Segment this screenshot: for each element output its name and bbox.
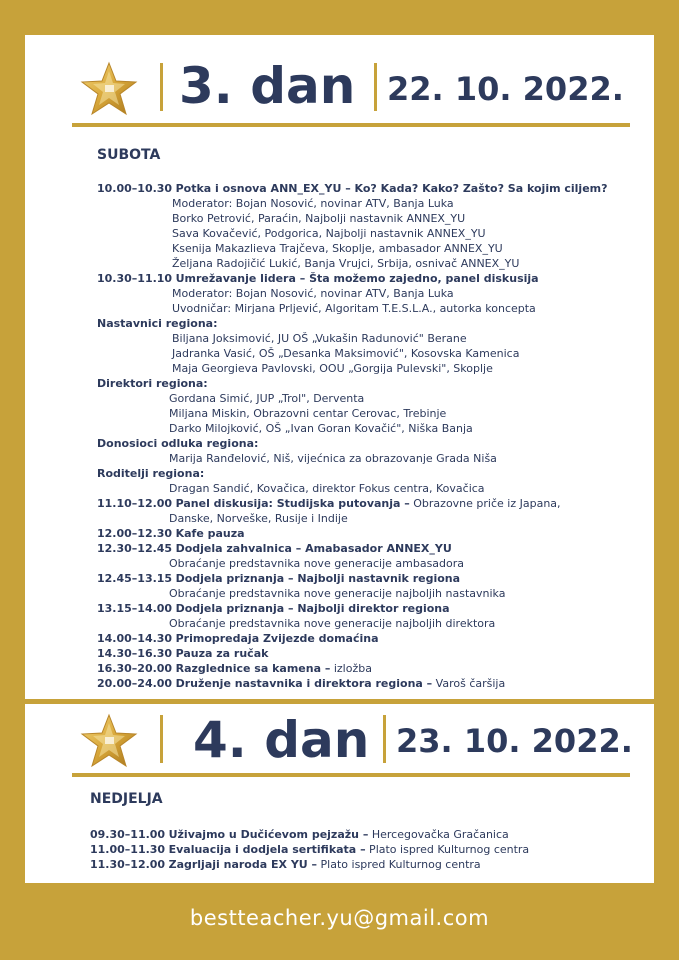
schedule-detail: Varoš čaršija [432, 677, 506, 690]
schedule-detail: Moderator: Bojan Nosović, novinar ATV, Banja Luka [172, 197, 454, 210]
divider-bar [160, 63, 163, 111]
schedule-title: Dodjela zahvalnica – Amabasador ANNEX_YU [175, 542, 452, 555]
schedule-title: Druženje nastavnika i direktora regiona – [175, 677, 433, 690]
schedule-title: Dodjela priznanja – Najbolji direktor regiona [175, 602, 450, 615]
schedule-row [97, 646, 637, 661]
schedule-detail: izložba [330, 662, 372, 675]
day4-date: 23. 10. 2022. [396, 722, 633, 760]
schedule-row [97, 421, 637, 436]
schedule-row [97, 496, 637, 511]
schedule-row [97, 466, 637, 481]
schedule-row [97, 511, 637, 526]
schedule-time: 14.30–16.30 [97, 647, 173, 660]
day4-header [25, 707, 654, 777]
schedule-row [97, 286, 637, 301]
schedule-detail: Obraćanje predstavnika nove generacije najboljih nastavnika [169, 587, 506, 600]
schedule-row [97, 406, 637, 421]
schedule-time: 13.15–14.00 [97, 602, 173, 615]
schedule-row [97, 256, 637, 271]
schedule-row [97, 661, 637, 676]
schedule-detail: Gordana Simić, JUP „Trol", Derventa [169, 392, 365, 405]
schedule-time: 11.10–12.00 [97, 497, 173, 510]
schedule-detail: Biljana Joksimović, JU OŠ „Vukašin Radunović" Berane [172, 332, 467, 345]
schedule-detail: Ksenija Makazlieva Trajčeva, Skoplje, ambasador ANNEX_YU [172, 242, 503, 255]
schedule-row [97, 631, 637, 646]
schedule-time: 10.30–11.10 [97, 272, 173, 285]
schedule-detail: Moderator: Bojan Nosović, novinar ATV, Banja Luka [172, 287, 454, 300]
schedule-detail: Plato ispred Kulturnog centra [365, 843, 530, 856]
schedule-title: Donosioci odluka regiona: [97, 437, 259, 450]
schedule-time: 20.00–24.00 [97, 677, 173, 690]
schedule-row [97, 331, 637, 346]
day4-top-rule [25, 699, 654, 704]
schedule-detail: Obraćanje predstavnika nove generacije ambasadora [169, 557, 465, 570]
day3-date: 22. 10. 2022. [387, 70, 624, 108]
schedule-time: 12.00–12.30 [97, 527, 173, 540]
schedule-row [97, 676, 637, 691]
schedule-title: Umrežavanje lidera – Šta možemo zajedno, panel diskusija [175, 272, 539, 285]
schedule-row [97, 601, 637, 616]
schedule-row [97, 391, 637, 406]
schedule-detail: Miljana Miskin, Obrazovni centar Cerovac, Trebinje [169, 407, 447, 420]
schedule-title: Primopredaja Zvijezde domaćina [175, 632, 379, 645]
schedule-title: Evaluacija i dodjela sertifikata – [168, 843, 366, 856]
schedule-row [97, 616, 637, 631]
schedule-row [97, 586, 637, 601]
day3-header [25, 57, 654, 127]
schedule-row [90, 827, 630, 842]
schedule-row [97, 481, 637, 496]
schedule-detail: Borko Petrović, Paraćin, Najbolji nastavnik ANNEX_YU [172, 212, 466, 225]
schedule-row [97, 271, 637, 286]
schedule-row [97, 301, 637, 316]
day3-title: 3. dan [179, 57, 356, 115]
schedule-row [97, 571, 637, 586]
divider-bar [160, 715, 163, 763]
schedule-detail: Obrazovne priče iz Japana, [409, 497, 561, 510]
schedule-title: Direktori regiona: [97, 377, 208, 390]
schedule-row [97, 556, 637, 571]
schedule-time: 09.30–11.00 [90, 828, 166, 841]
schedule-detail: Uvodničar: Mirjana Prljević, Algoritam T.E.S.L.A., autorka koncepta [172, 302, 536, 315]
schedule-time: 14.00–14.30 [97, 632, 173, 645]
day4-title: 4. dan [193, 711, 370, 769]
schedule-detail: Željana Radojičić Lukić, Banja Vrujci, Srbija, osnivač ANNEX_YU [172, 257, 520, 270]
schedule-title: Potka i osnova ANN_EX_YU – Ko? Kada? Kako? Zašto? Sa kojim ciljem? [175, 182, 608, 195]
schedule-row [90, 857, 630, 872]
schedule-time: 11.00–11.30 [90, 843, 166, 856]
schedule-row [97, 376, 637, 391]
schedule-title: Pauza za ručak [175, 647, 269, 660]
schedule-time: 12.45–13.15 [97, 572, 173, 585]
schedule-detail: Darko Milojković, OŠ „Ivan Goran Kovačić", Niška Banja [169, 422, 473, 435]
schedule-time: 11.30–12.00 [90, 858, 166, 871]
day3-weekday: SUBOTA [97, 147, 161, 163]
schedule-row [97, 226, 637, 241]
schedule-title: Nastavnici regiona: [97, 317, 218, 330]
day3-schedule [97, 181, 637, 691]
divider-bar [374, 63, 377, 111]
schedule-title: Uživajmo u Dučićevom pejzažu – [168, 828, 369, 841]
schedule-time: 12.30–12.45 [97, 542, 173, 555]
schedule-row [97, 361, 637, 376]
schedule-title: Panel diskusija: Studijska putovanja – [175, 497, 410, 510]
schedule-row [97, 241, 637, 256]
schedule-detail: Maja Georgieva Pavlovski, OOU „Gorgija Pulevski", Skoplje [172, 362, 493, 375]
schedule-detail: Sava Kovačević, Podgorica, Najbolji nastavnik ANNEX_YU [172, 227, 486, 240]
day3-rule [72, 123, 630, 127]
day4-schedule [90, 827, 630, 872]
schedule-detail: Obraćanje predstavnika nove generacije najboljih direktora [169, 617, 496, 630]
schedule-row [97, 436, 637, 451]
day4-rule [72, 773, 630, 777]
schedule-row [97, 346, 637, 361]
schedule-title: Razglednice sa kamena – [175, 662, 331, 675]
program-page [25, 35, 654, 883]
contact-email[interactable]: bestteacher.yu@gmail.com [189, 906, 490, 930]
schedule-time: 16.30–20.00 [97, 662, 173, 675]
schedule-detail: Hercegovačka Gračanica [368, 828, 509, 841]
gold-star-icon [80, 713, 138, 769]
schedule-detail: Marija Ranđelović, Niš, vijećnica za obrazovanje Grada Niša [169, 452, 497, 465]
schedule-title: Dodjela priznanja – Najbolji nastavnik regiona [175, 572, 461, 585]
schedule-title: Zagrljaji naroda EX YU – [168, 858, 318, 871]
schedule-row [97, 541, 637, 556]
divider-bar [383, 715, 386, 763]
schedule-time: 10.00–10.30 [97, 182, 173, 195]
schedule-detail: Danske, Norveške, Rusije i Indije [169, 512, 348, 525]
schedule-detail: Dragan Sandić, Kovačica, direktor Fokus centra, Kovačica [169, 482, 485, 495]
schedule-title: Roditelji regiona: [97, 467, 205, 480]
schedule-row [97, 526, 637, 541]
gold-star-icon [80, 61, 138, 117]
schedule-row [97, 211, 637, 226]
schedule-row [97, 316, 637, 331]
schedule-detail: Jadranka Vasić, OŠ „Desanka Maksimović", Kosovska Kamenica [172, 347, 520, 360]
schedule-title: Kafe pauza [175, 527, 245, 540]
schedule-row [90, 842, 630, 857]
schedule-row [97, 181, 637, 196]
schedule-detail: Plato ispred Kulturnog centra [317, 858, 481, 871]
schedule-row [97, 196, 637, 211]
day4-weekday: NEDJELJA [90, 791, 163, 807]
schedule-row [97, 451, 637, 466]
